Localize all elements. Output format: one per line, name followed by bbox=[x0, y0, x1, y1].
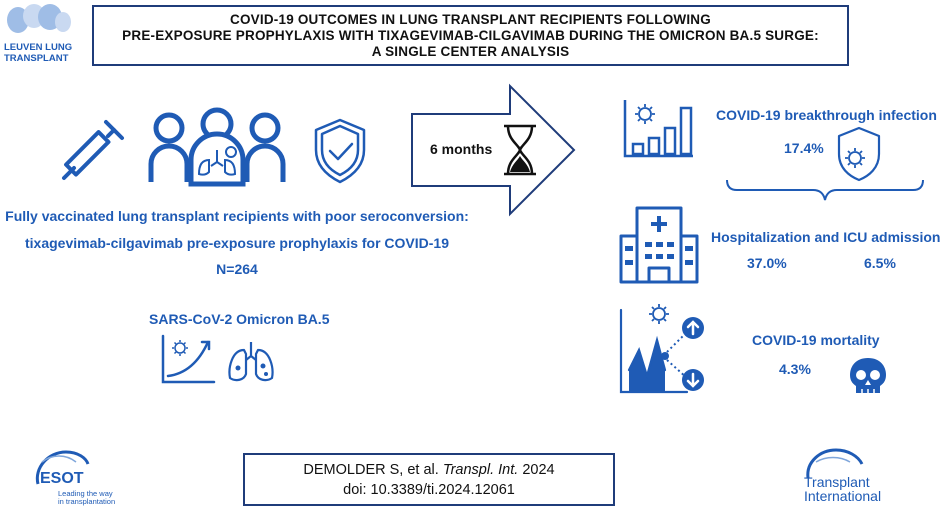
title-line2: PRE-EXPOSURE PROPHYLAXIS WITH TIXAGEVIMAB-CILGAVIMAB DURING THE OMICRON BA.5 SURGE: bbox=[122, 27, 819, 43]
mortality-value: 4.3% bbox=[779, 361, 811, 377]
leuven-logo-line2: TRANSPLANT bbox=[4, 53, 69, 64]
esot-tagline2: in transplantation bbox=[58, 497, 116, 506]
shield-check-icon bbox=[312, 118, 368, 184]
citation-journal: Transpl. Int. bbox=[442, 461, 519, 478]
ti-line2: International bbox=[804, 488, 882, 504]
population-line1: Fully vaccinated lung transplant recipients with poor seroconversion: bbox=[5, 208, 469, 224]
mortality-chart-icon bbox=[617, 300, 713, 396]
title-line1: COVID-19 OUTCOMES IN LUNG TRANSPLANT RECIPIENTS FOLLOWING bbox=[230, 11, 711, 27]
cases-bar-chart-icon bbox=[623, 98, 695, 160]
title-line3: A SINGLE CENTER ANALYSIS bbox=[371, 43, 570, 59]
hospitalization-value: 37.0% bbox=[747, 255, 787, 271]
hospital-icon bbox=[619, 206, 701, 284]
breakthrough-value: 17.4% bbox=[784, 140, 824, 156]
leuven-logo bbox=[4, 2, 74, 64]
esot-logo bbox=[32, 446, 142, 506]
hourglass-icon bbox=[502, 124, 538, 176]
infected-lungs-icon bbox=[226, 340, 276, 384]
citation-box bbox=[243, 453, 615, 506]
population-n: N=264 bbox=[216, 261, 258, 277]
citation-line1 bbox=[303, 460, 554, 480]
esot-tagline1: Leading the way bbox=[58, 489, 113, 498]
cloud-icon bbox=[4, 2, 74, 42]
variant-label: SARS-CoV-2 Omicron BA.5 bbox=[149, 311, 330, 327]
virus-shield-icon bbox=[835, 126, 883, 182]
outcome-bracket bbox=[725, 178, 925, 202]
icu-value: 6.5% bbox=[864, 255, 896, 271]
citation-authors: DEMOLDER S, et al. bbox=[303, 461, 439, 478]
breakthrough-label: COVID-19 breakthrough infection bbox=[716, 107, 937, 123]
syringe-icon bbox=[62, 112, 132, 182]
skull-icon bbox=[848, 356, 888, 396]
mortality-label: COVID-19 mortality bbox=[752, 332, 880, 348]
patients-lungs-icon bbox=[147, 110, 287, 190]
rising-curve-icon bbox=[160, 334, 216, 384]
leuven-logo-line1: LEUVEN LUNG bbox=[4, 42, 73, 53]
hospitalization-label: Hospitalization and ICU admission bbox=[711, 229, 941, 245]
citation-year: 2024 bbox=[522, 461, 555, 478]
population-line2: tixagevimab-cilgavimab pre-exposure prophylaxis for COVID-19 bbox=[24, 235, 450, 251]
title-box bbox=[92, 5, 849, 66]
ti-line1: Transplant bbox=[804, 474, 870, 490]
citation-doi[interactable]: doi: 10.3389/ti.2024.12061 bbox=[343, 481, 515, 498]
duration-label: 6 months bbox=[430, 141, 493, 157]
transplant-international-logo bbox=[800, 448, 920, 504]
esot-name: ESOT bbox=[40, 470, 84, 487]
